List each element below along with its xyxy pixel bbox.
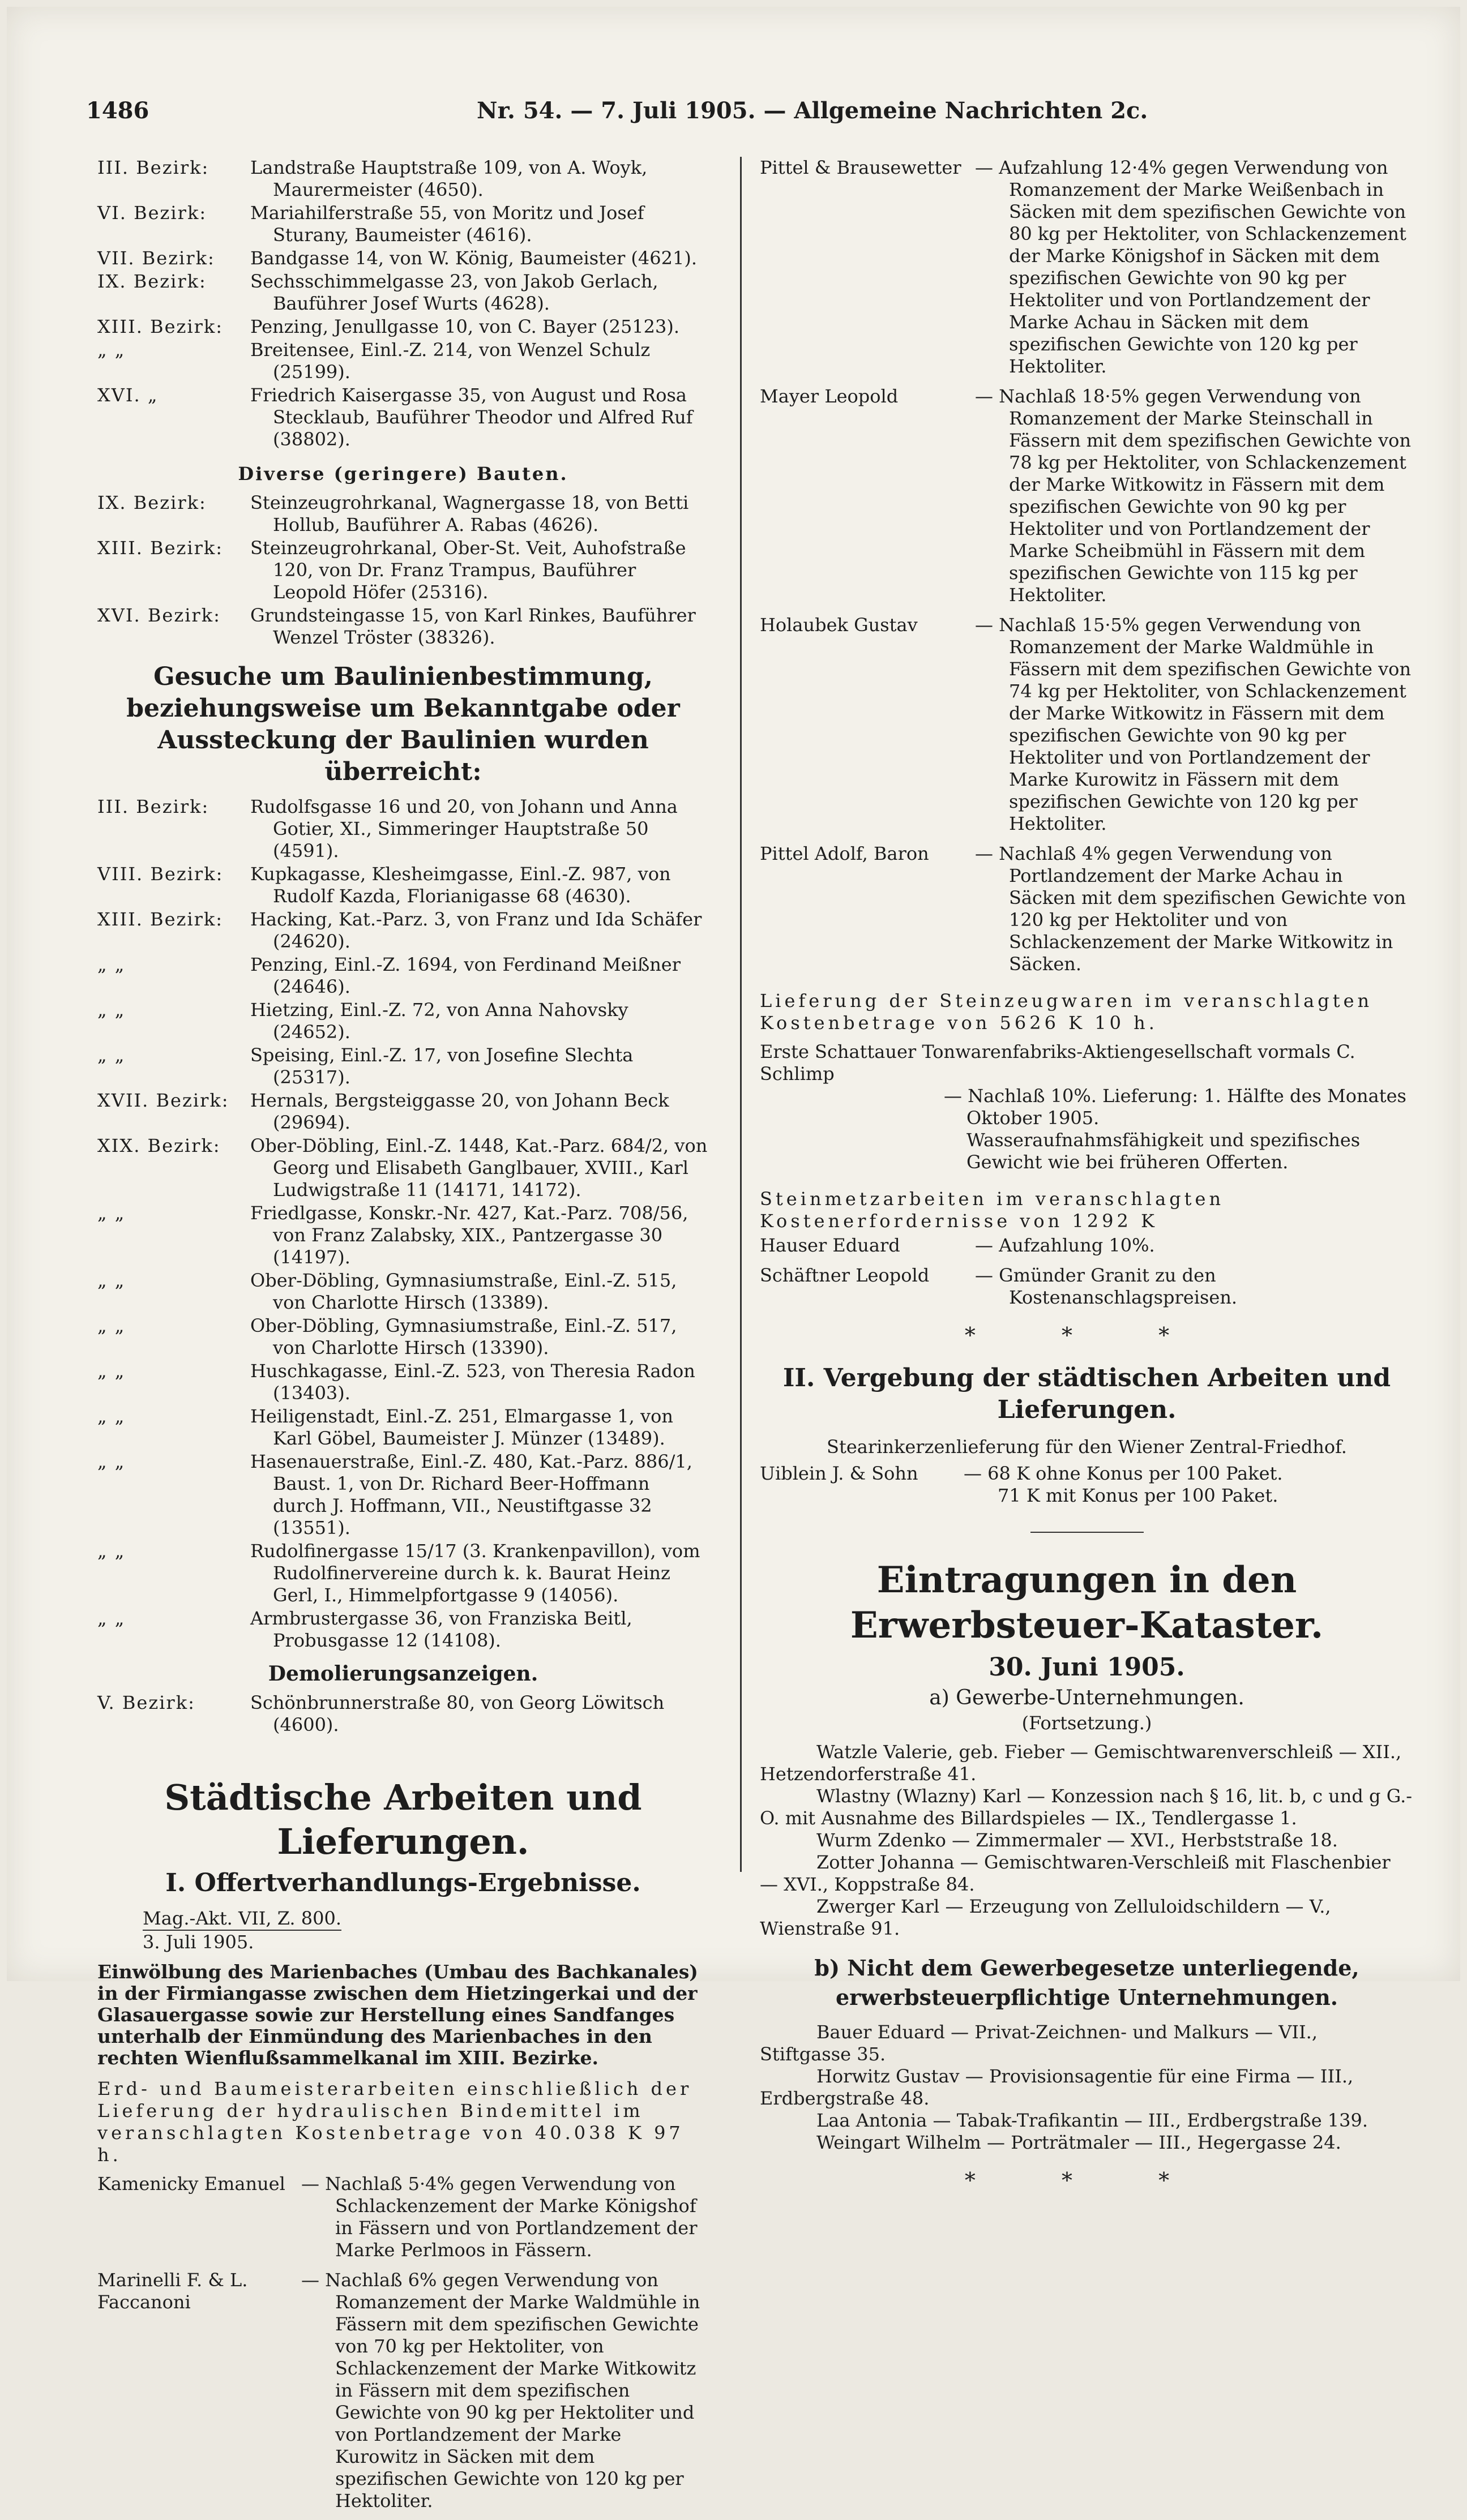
kataster-entry: Zwerger Karl — Erzeugung von Zelluloidschildern — V., Wienstraße 91.	[760, 1896, 1331, 1939]
offert-heading: I. Offertverhandlungs-Ergebnisse.	[165, 1868, 641, 1897]
separator-stars-bottom: * * *	[964, 2168, 1209, 2193]
bidder-offer: — Aufzahlung 10%.	[975, 1235, 1155, 1256]
entry-text: Penzing, Jenullgasse 10, von C. Bayer (25123).	[250, 316, 680, 337]
entry-text: Steinzeugrohrkanal, Ober-St. Veit, Auhofstraße 120, von Dr. Franz Trampus, Bauführer Leopold Höfer (25316).	[250, 537, 686, 603]
entry-text: Rudolfinergasse 15/17 (3. Krankenpavillon), vom Rudolfinervereine durch k. k. Baurat Heinz Gerl, I., Himmelpfortgasse 9 (14056).	[250, 1540, 700, 1606]
gesuche-item	[97, 1270, 709, 1314]
district-label: VIII. Bezirk:	[97, 863, 224, 885]
entry-text: Friedrich Kaisergasse 35, von August und Rosa Stecklaub, Bauführer Theodor und Alfred Ruf (38802).	[250, 384, 693, 450]
entry-text: Huschkagasse, Einl.-Z. 523, von Theresia Radon (13403).	[250, 1360, 695, 1404]
bidder-offer: — Aufzahlung 12·4% gegen Verwendung von Romanzement der Marke Weißenbach in Säcken mit dem spezifischen Gewichte von 80 kg per Hektoliter, von Schlackenzement der Marke Königshof in Säcken mit dem spezifischen Gewichte von 90 kg per Hektoliter und von Portlandzement der Marke Achau in Säcken mit dem spezifischen Gewichte von 120 kg per Hektoliter.	[975, 157, 1406, 377]
column-divider	[740, 157, 742, 1872]
entry-text: Mariahilferstraße 55, von Moritz und Josef Sturany, Baumeister (4616).	[250, 202, 644, 246]
kataster-entry: Weingart Wilhelm — Porträtmaler — III., Hegergasse 24.	[816, 2132, 1341, 2153]
bidder-name: Hauser Eduard	[760, 1235, 900, 1256]
bidder-row	[97, 2173, 709, 2261]
bidder-row	[760, 843, 1414, 975]
entry-text: Penzing, Einl.-Z. 1694, von Ferdinand Meißner (24646).	[250, 954, 681, 997]
entry-text: Armbrustergasse 36, von Franziska Beitl, Probusgasse 12 (14108).	[250, 1608, 632, 1651]
district-label: „ „	[97, 1540, 126, 1562]
entry-text: Hernals, Bergsteiggasse 20, von Johann Beck (29694).	[250, 1090, 669, 1133]
bidder-name: Pittel & Brausewetter	[760, 157, 961, 178]
entry-text: Steinzeugrohrkanal, Wagnergasse 18, von Betti Hollub, Bauführer A. Rabas (4626).	[250, 492, 689, 535]
gesuche-item	[97, 1090, 709, 1134]
gesuche-item	[97, 796, 709, 862]
district-label: XVI. Bezirk:	[97, 605, 221, 626]
diverse-item	[97, 492, 709, 536]
gewerbe-list	[760, 1741, 1414, 1940]
uiblein-offer-1: — 68 K ohne Konus per 100 Paket.	[964, 1463, 1283, 1484]
district-label: XIII. Bezirk:	[97, 316, 224, 337]
bidder-offer: — Nachlaß 15·5% gegen Verwendung von Romanzement der Marke Waldmühle in Fässern mit dem spezifischen Gewichte von 74 kg per Hektoliter, von Schlackenzement der Marke Witkowitz in Fässern mit dem spezifischen Gewichte von 90 kg per Hektoliter und von Portlandzement der Marke Kurowitz in Fässern mit dem spezifischen Gewichte von 120 kg per Hektoliter.	[975, 614, 1412, 834]
gesuche-item	[97, 863, 709, 907]
bidder-offer: — Gmünder Granit zu den Kostenanschlagspreisen.	[975, 1265, 1238, 1308]
bidder-offer: — Nachlaß 4% gegen Verwendung von Portlandzement der Marke Achau in Säcken mit dem spezifischen Gewichte von 120 kg per Hektoliter und von Schlackenzement der Marke Witkowitz in Säcken.	[975, 843, 1406, 975]
district-label: III. Bezirk:	[97, 157, 209, 178]
kataster-entry: Wlastny (Wlazny) Karl — Konzession nach § 16, lit. b, c und g G.-O. mit Ausnahme des Billardspieles — IX., Tendlergasse 1.	[760, 1785, 1413, 1829]
bezirk-item	[97, 202, 709, 246]
entry-text: Landstraße Hauptstraße 109, von A. Woyk, Maurermeister (4650).	[250, 157, 648, 200]
district-label: VI. Bezirk:	[97, 202, 207, 224]
district-label: „ „	[97, 1202, 126, 1224]
section-rule	[1030, 1532, 1144, 1533]
entry-text: Schönbrunnerstraße 80, von Georg Löwitsch (4600).	[250, 1692, 665, 1735]
district-label: IX. Bezirk:	[97, 492, 207, 513]
eintragungen-heading: Eintragungen in den Erwerbsteuer-Kataster.	[850, 1559, 1324, 1647]
kataster-entry: Horwitz Gustav — Provisionsagentie für eine Firma — III., Erdbergstraße 48.	[760, 2065, 1354, 2109]
bidder-row	[760, 385, 1414, 606]
gesuche-item	[97, 1202, 709, 1268]
entry-text: Rudolfsgasse 16 und 20, von Johann und Anna Gotier, XI., Simmeringer Hauptstraße 50 (4591).	[250, 796, 678, 862]
akt-number: Mag.-Akt. VII, Z. 800.	[143, 1907, 341, 1931]
demolierung-item	[97, 1692, 709, 1736]
bidder-row	[97, 2269, 709, 2512]
schattau-note: Wasseraufnahmsfähigkeit und spezifisches Gewicht wie bei früheren Offerten.	[966, 1129, 1361, 1173]
left-column	[97, 157, 709, 2520]
district-label: „ „	[97, 339, 126, 361]
entry-text: Hietzing, Einl.-Z. 72, von Anna Nahovsky (24652).	[250, 999, 628, 1043]
entry-text: Ober-Döbling, Gymnasiumstraße, Einl.-Z. 517, von Charlotte Hirsch (13390).	[250, 1315, 677, 1358]
bidder-name: Mayer Leopold	[760, 385, 899, 407]
entry-text: Kupkagasse, Klesheimgasse, Einl.-Z. 987, von Rudolf Kazda, Florianigasse 68 (4630).	[250, 863, 671, 907]
district-label: „ „	[97, 1360, 126, 1382]
left-bidders	[97, 2173, 709, 2512]
gesuche-item	[97, 1135, 709, 1201]
kataster-entry: Laa Antonia — Tabak-Trafikantin — III., Erdbergstraße 139.	[816, 2110, 1368, 2131]
gesuche-item	[97, 1405, 709, 1450]
stearin-heading: Stearinkerzenlieferung für den Wiener Zentral-Friedhof.	[827, 1436, 1347, 1458]
gesuche-item	[97, 1360, 709, 1404]
bezirk-item	[97, 316, 709, 338]
bidder-name: Holaubek Gustav	[760, 614, 918, 636]
uiblein-name: Uiblein J. & Sohn	[760, 1463, 918, 1484]
diverse-item	[97, 537, 709, 603]
bidder-name: Pittel Adolf, Baron	[760, 843, 929, 864]
district-label: „ „	[97, 1315, 126, 1336]
gesuche-list	[97, 796, 709, 1652]
entry-text: Ober-Döbling, Gymnasiumstraße, Einl.-Z. 515, von Charlotte Hirsch (13389).	[250, 1270, 677, 1313]
separator-stars: * * *	[964, 1323, 1209, 1348]
district-label: „ „	[97, 954, 126, 975]
entry-text: Friedlgasse, Konskr.-Nr. 427, Kat.-Parz. 708/56, von Franz Zalabsky, XIX., Pantzergasse 30 (14197).	[250, 1202, 688, 1268]
steinmetz-list	[760, 1235, 1414, 1309]
district-label: VII. Bezirk:	[97, 247, 215, 269]
nicht-heading: b) Nicht dem Gewerbegesetze unterliegende, erwerbsteuerpflichtige Unternehmungen.	[814, 1955, 1359, 2010]
right-column	[760, 157, 1414, 2208]
entry-text: Hasenauerstraße, Einl.-Z. 480, Kat.-Parz. 886/1, Baust. 1, von Dr. Richard Beer-Hoffmann durch J. Hoffmann, VII., Neustiftgasse 32 (13551).	[250, 1451, 692, 1538]
nicht-list	[760, 2021, 1414, 2154]
kataster-entry: Watzle Valerie, geb. Fieber — Gemischtwarenverschleiß — XII., Hetzendorferstraße 41.	[760, 1741, 1402, 1785]
bidder-name: Kamenicky Emanuel	[97, 2173, 285, 2195]
issue-title: Nr. 54. — 7. Juli 1905. — Allgemeine Nachrichten 2c.	[477, 97, 1148, 124]
erd-text: Erd- und Baumeisterarbeiten einschließlich der Lieferung der hydraulischen Bindemittel im veranschlagten Kostenbetrage von 40.038 K 97 h.	[97, 2078, 692, 2166]
district-label: „ „	[97, 1608, 126, 1629]
entry-text: Ober-Döbling, Einl.-Z. 1448, Kat.-Parz. 684/2, von Georg und Elisabeth Ganglbauer, XVIII., Karl Ludwigstraße 11 (14171, 14172).	[250, 1135, 708, 1201]
uiblein-offer-2: 71 K mit Konus per 100 Paket.	[998, 1485, 1278, 1506]
steinzeug-text: Lieferung der Steinzeugwaren im veranschlagten Kostenbetrage von 5626 K 10 h.	[760, 990, 1373, 1034]
district-label: IX. Bezirk:	[97, 271, 207, 292]
district-label: XVI. „	[97, 384, 159, 406]
schattau-name: Erste Schattauer Tonwarenfabriks-Aktiengesellschaft vormals C. Schlimp	[760, 1041, 1355, 1085]
page-number: 1486	[86, 97, 149, 124]
gesuche-heading: Gesuche um Baulinienbestimmung, beziehungsweise um Bekanntgabe oder Aussteckung der Baulinien wurden überreicht:	[126, 662, 680, 786]
bidder-name: Marinelli F. & L. Faccanoni	[97, 2269, 248, 2313]
bezirk-item	[97, 384, 709, 451]
staedtische-heading: Städtische Arbeiten und Lieferungen.	[164, 1777, 642, 1862]
entry-text: Bandgasse 14, von W. König, Baumeister (4621).	[250, 247, 697, 269]
district-label: V. Bezirk:	[97, 1692, 195, 1713]
fortsetzung-label: (Fortsetzung.)	[1021, 1712, 1152, 1734]
bidder-row	[760, 614, 1414, 835]
bidder-offer: — Nachlaß 6% gegen Verwendung von Romanzement der Marke Waldmühle in Fässern mit dem spezifischen Gewichte von 70 kg per Hektoliter, von Schlackenzement der Marke Witkowitz in Fässern mit dem spezifischen Gewichte von 90 kg per Hektoliter und von Portlandzement der Marke Kurowitz in Säcken mit dem spezifischen Gewichte von 120 kg per Hektoliter.	[301, 2269, 700, 2512]
district-label: XIX. Bezirk:	[97, 1135, 221, 1156]
entry-text: Speising, Einl.-Z. 17, von Josefine Slechta (25317).	[250, 1044, 634, 1088]
gesuche-item	[97, 1540, 709, 1606]
district-label: „ „	[97, 999, 126, 1021]
kataster-entry: Wurm Zdenko — Zimmermaler — XVI., Herbststraße 18.	[816, 1829, 1338, 1851]
bezirk-item	[97, 157, 709, 201]
district-label: „ „	[97, 1451, 126, 1472]
entry-text: Hacking, Kat.-Parz. 3, von Franz und Ida Schäfer (24620).	[250, 908, 702, 952]
entry-text: Breitensee, Einl.-Z. 214, von Wenzel Schulz (25199).	[250, 339, 651, 383]
district-label: XVII. Bezirk:	[97, 1090, 229, 1111]
gesuche-item	[97, 1044, 709, 1088]
right-bidders	[760, 157, 1414, 975]
kataster-entry: Zotter Johanna — Gemischtwaren-Verschleiß mit Flaschenbier — XVI., Koppstraße 84.	[760, 1852, 1391, 1895]
diverse-list	[97, 492, 709, 649]
entry-text: Grundsteingasse 15, von Karl Rinkes, Bauführer Wenzel Tröster (38326).	[250, 605, 696, 648]
bidder-row	[760, 157, 1414, 378]
uiblein-bidder	[760, 1463, 1414, 1507]
gesuche-item	[97, 908, 709, 953]
schattau-offer: — Nachlaß 10%. Lieferung: 1. Hälfte des Monates Oktober 1905.	[944, 1085, 1406, 1129]
gesuche-item	[97, 954, 709, 998]
page-header	[86, 97, 1387, 131]
gesuche-item	[97, 1315, 709, 1359]
gesuche-item	[97, 999, 709, 1043]
newspaper-page	[7, 7, 1460, 2512]
bezirk-item	[97, 339, 709, 383]
bidder-name: Schäftner Leopold	[760, 1265, 930, 1286]
project-description: Einwölbung des Marienbaches (Umbau des Bachkanales) in der Firmiangasse zwischen dem Hietzingerkai und der Glasauergasse sowie zur Herstellung eines Sandfanges unterhalb der Einmündung des Marienbaches in den rechten Wienflußsammelkanal im XIII. Bezirke.	[97, 1961, 698, 2069]
bidder-row	[760, 1265, 1414, 1309]
district-label: „ „	[97, 1405, 126, 1427]
district-label: XIII. Bezirk:	[97, 908, 224, 930]
bezirk-item	[97, 271, 709, 315]
bidder-row	[760, 1235, 1414, 1257]
gesuche-item	[97, 1608, 709, 1652]
diverse-item	[97, 605, 709, 649]
entry-text: Sechsschimmelgasse 23, von Jakob Gerlach, Bauführer Josef Wurts (4628).	[250, 271, 658, 314]
district-label: „ „	[97, 1270, 126, 1291]
bezirk-list	[97, 157, 709, 451]
bidder-offer: — Nachlaß 5·4% gegen Verwendung von Schlackenzement der Marke Königshof in Fässern und von Portlandzement der Marke Perlmoos in Fässern.	[301, 2173, 698, 2261]
eintragungen-date: 30. Juni 1905.	[989, 1653, 1185, 1682]
steinmetz-text: Steinmetzarbeiten im veranschlagten Kostenerfordernisse von 1292 K	[760, 1188, 1225, 1232]
diverse-heading: Diverse (geringere) Bauten.	[238, 463, 568, 485]
district-label: III. Bezirk:	[97, 796, 209, 817]
bezirk-item	[97, 247, 709, 269]
akt-date: 3. Juli 1905.	[143, 1931, 254, 1953]
kataster-entry: Bauer Eduard — Privat-Zeichnen- und Malkurs — VII., Stiftgasse 35.	[760, 2021, 1318, 2065]
demolierung-list	[97, 1692, 709, 1736]
bidder-offer: — Nachlaß 18·5% gegen Verwendung von Romanzement der Marke Steinschall in Fässern mit dem spezifischen Gewichte von 78 kg per Hektoliter, von Schlackenzement der Marke Witkowitz in Fässern mit dem spezifischen Gewichte von 90 kg per Hektoliter und von Portlandzement der Marke Scheibmühl in Fässern mit dem spezifischen Gewichte von 115 kg per Hektoliter.	[975, 385, 1412, 606]
entry-text: Heiligenstadt, Einl.-Z. 251, Elmargasse 1, von Karl Göbel, Baumeister J. Münzer (13489).	[250, 1405, 673, 1449]
district-label: XIII. Bezirk:	[97, 537, 224, 559]
vergebung-heading: II. Vergebung der städtischen Arbeiten und Lieferungen.	[782, 1364, 1391, 1424]
gesuche-item	[97, 1451, 709, 1539]
district-label: „ „	[97, 1044, 126, 1066]
gewerbe-heading: a) Gewerbe-Unternehmungen.	[929, 1686, 1244, 1709]
demolierung-heading: Demolierungsanzeigen.	[268, 1662, 538, 1686]
